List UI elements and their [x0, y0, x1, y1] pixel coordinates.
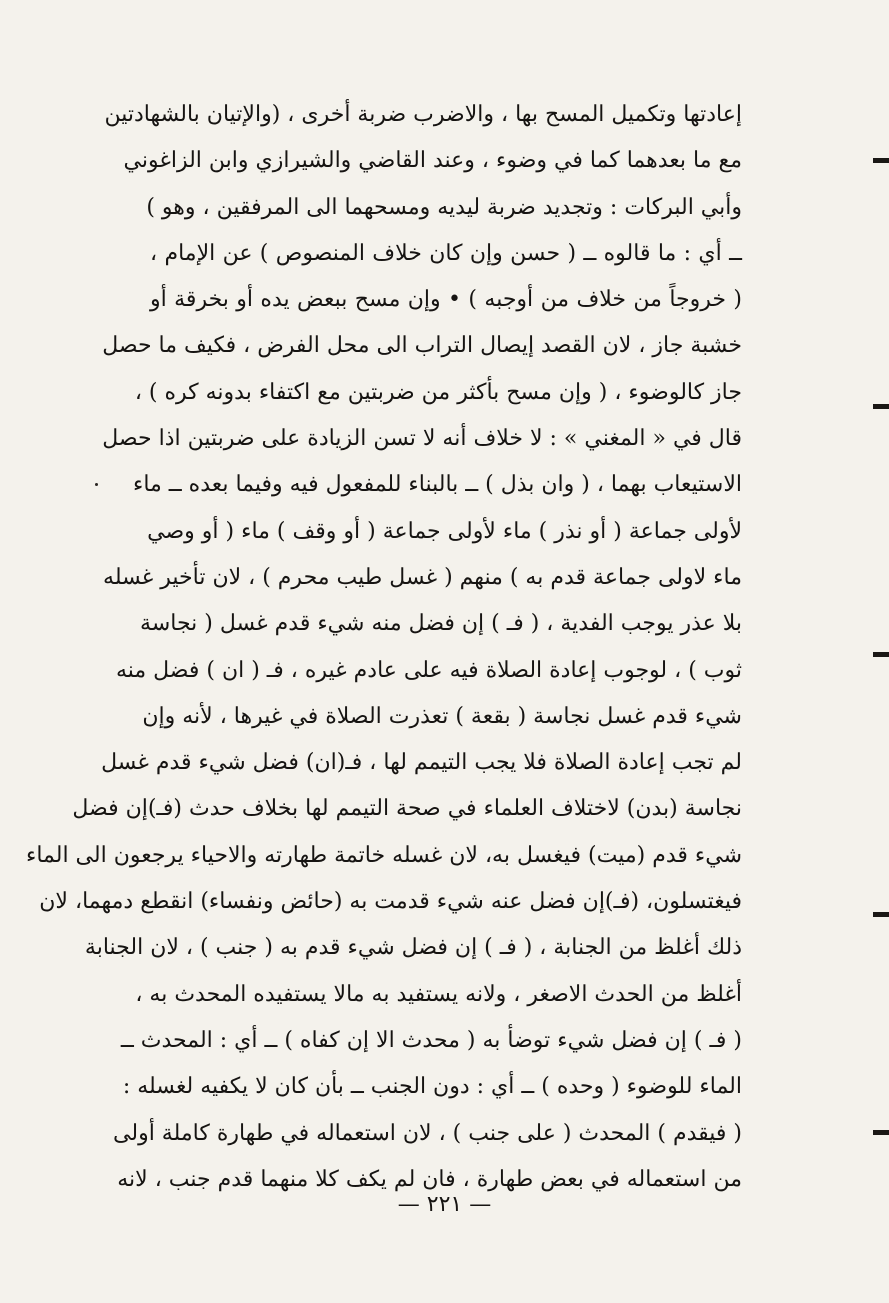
text-line: فيغتسلون، (فـ)إن فضل عنه شيء قدمت به (حائض ونفساء) انقطع دمهما، لان [39, 889, 742, 915]
margin-tick-mark [873, 652, 889, 657]
text-line: من استعماله في بعض طهارة ، فان لم يكف كلا منهما قدم جنب ، لانه [117, 1166, 742, 1192]
text-line: ( فيقدم ) المحدث ( على جنب ) ، لان استعماله في طهارة كاملة أولى [113, 1120, 742, 1146]
text-line: لأولى جماعة ( أو نذر ) ماء لأولى جماعة ( أو وقف ) ماء ( أو وصي [147, 518, 742, 544]
margin-tick-mark [873, 912, 889, 917]
text-line: نجاسة (بدن) لاختلاف العلماء في صحة التيمم لها بخلاف حدث (فـ)إن فضل [72, 796, 742, 822]
text-line: ــ أي : ما قالوه ــ ( حسن وإن كان خلاف المنصوص ) عن الإمام ، [150, 240, 742, 266]
text-line: الاستيعاب بهما ، ( وان بذل ) ــ بالبناء للمفعول فيه وفيما بعده ــ ماء [132, 472, 742, 498]
text-line: بلا عذر يوجب الفدية ، ( فـ ) إن فضل منه شيء قدم غسل ( نجاسة [140, 611, 742, 637]
text-line: وأبي البركات : وتجديد ضربة ليديه ومسحهما الى المرفقين ، وهو ) [146, 194, 742, 220]
text-line: شيء قدم (ميت) فيغسل به، لان غسله خاتمة طهارته والاحياء يرجعون الى الماء [25, 842, 742, 868]
text-line: ذلك أغلظ من الجنابة ، ( فـ ) إن فضل شيء قدم به ( جنب ) ، لان الجنابة [84, 935, 742, 961]
text-line: قال في « المغني » : لا خلاف أنه لا تسن الزيادة على ضربتين اذا حصل [102, 426, 742, 452]
text-line: ثوب ) ، لوجوب إعادة الصلاة فيه على عادم غيره ، فـ ( ان ) فضل منه [115, 657, 742, 683]
page-number: — ٢٢١ — [397, 1192, 492, 1217]
text-line: شيء قدم غسل نجاسة ( بقعة ) تعذرت الصلاة في غيرها ، لأنه وإن [142, 703, 742, 729]
margin-tick-mark [873, 1130, 889, 1135]
text-line: خشبة جاز ، لان القصد إيصال التراب الى محل الفرض ، فكيف ما حصل [102, 333, 742, 359]
arabic-text-body [25, 92, 742, 1203]
ink-speck [95, 483, 98, 486]
text-line: مع ما بعدهما كما في وضوء ، وعند القاضي والشيرازي وابن الزاغوني [123, 148, 742, 174]
text-line: ماء لاولى جماعة قدم به ) منهم ( غسل طيب محرم ) ، لان تأخير غسله [103, 564, 742, 590]
margin-tick-mark [873, 158, 889, 163]
text-line: ( خروجاً من خلاف من أوجبه ) • وإن مسح ببعض يده أو بخرقة أو [150, 287, 742, 313]
text-line: لم تجب إعادة الصلاة فلا يجب التيمم لها ، فـ(ان) فضل شيء قدم غسل [101, 750, 742, 776]
text-line: جاز كالوضوء ، ( وإن مسح بأكثر من ضربتين مع اكتفاء بدونه كره ) ، [134, 379, 742, 405]
margin-tick-mark [873, 404, 889, 409]
text-line: أغلظ من الحدث الاصغر ، ولانه يستفيد به مالا يستفيده المحدث به ، [135, 981, 742, 1007]
text-line: الماء للوضوء ( وحده ) ــ أي : دون الجنب ــ بأن كان لا يكفيه لغسله : [122, 1074, 742, 1100]
text-line: ( فـ ) إن فضل شيء توضأ به ( محدث الا إن كفاه ) ــ أي : المحدث ــ [120, 1027, 742, 1053]
text-line: إعادتها وتكميل المسح بها ، والاضرب ضربة أخرى ، (والإتيان بالشهادتين [104, 102, 742, 127]
